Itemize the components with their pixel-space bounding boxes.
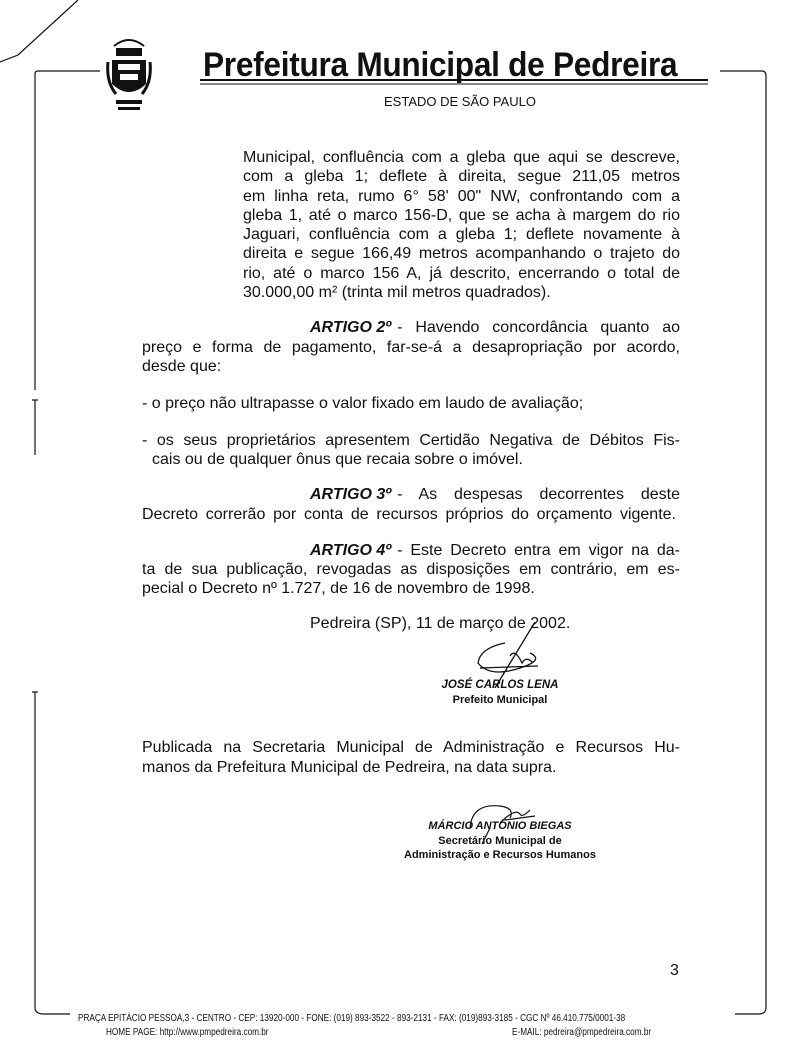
handwritten-signature-1 <box>460 618 550 688</box>
text-line: com a gleba 1; deflete à direita, segue 211,05 metros <box>243 168 680 185</box>
text-line: Municipal, confluência com a gleba que aqui se descreve, <box>243 149 680 166</box>
artigo-label: ARTIGO 4º <box>310 542 392 559</box>
text-line: gleba 1, até o marco 156-D, que se acha à margem do rio <box>243 207 680 224</box>
text-line: - Este Decreto entra em vigor na da- <box>397 542 680 559</box>
text-line: - As despesas decorrentes deste <box>397 486 680 503</box>
signatory-department: Administração e Recursos Humanos <box>404 849 596 861</box>
page-title: Prefeitura Municipal de Pedreira <box>203 46 678 84</box>
footer-homepage[interactable]: HOME PAGE: http://www.pmpedreira.com.br <box>106 1027 269 1038</box>
text-line: Decreto correrão por conta de recursos próprios do orçamento vigente. <box>142 506 676 523</box>
page-number: 3 <box>670 962 679 979</box>
list-item: - o preço não ultrapasse o valor fixado em laudo de avaliação; <box>142 395 584 412</box>
text-line: manos da Prefeitura Municipal de Pedreira, na data supra. <box>142 759 557 776</box>
text-line: Publicada na Secretaria Municipal de Administração e Recursos Hu- <box>142 739 680 756</box>
text-line: direita e segue 166,49 metros acompanhando o trajeto do <box>243 245 680 262</box>
signatory-title: Secretário Municipal de <box>438 835 562 847</box>
signatory-name: MÁRCIO ANTÔNIO BIEGAS <box>428 820 572 832</box>
text-line: - Havendo concordância quanto ao <box>397 319 680 336</box>
list-item: - os seus proprietários apresentem Certidão Negativa de Débitos Fis- <box>142 432 680 449</box>
signatory-name: JOSÉ CARLOS LENA <box>441 679 559 691</box>
text-line: preço e forma de pagamento, far-se-á a desapropriação por acordo, <box>142 339 680 356</box>
text-line: pecial o Decreto nº 1.727, de 16 de novembro de 1998. <box>142 580 535 597</box>
text-line: em linha reta, rumo 6° 58' 00" NW, confrontando com a <box>243 188 680 205</box>
text-line: ta de sua publicação, revogadas as disposições em contrário, em es- <box>142 561 680 578</box>
text-line: 30.000,00 m² (trinta mil metros quadrados). <box>243 284 551 301</box>
artigo-label: ARTIGO 2º <box>310 319 392 336</box>
text-line: Jaguari, confluência com a gleba 1; deflete novamente à <box>243 226 680 243</box>
footer-address: PRAÇA EPITÁCIO PESSOA,3 - CENTRO - CEP: 13920-000 - FONE: (019) 893-3522 - 893-2131 - FAX: (019)893-3185 - CGC Nº 46.410.775/0001-38 <box>78 1013 626 1024</box>
footer-email[interactable]: E-MAIL: pedreira@pmpedreira.com.br <box>512 1027 652 1038</box>
text-line: desde que: <box>142 358 222 375</box>
municipal-coat-of-arms-logo <box>106 32 152 114</box>
list-item: cais ou de qualquer ônus que recaia sobre o imóvel. <box>152 451 523 468</box>
text-line: rio, até o marco 156 A, já descrito, encerrando o total de <box>243 265 680 282</box>
artigo-label: ARTIGO 3º <box>310 486 392 503</box>
state-subtitle: ESTADO DE SÃO PAULO <box>384 94 536 109</box>
date-line: Pedreira (SP), 11 de março de 2002. <box>310 615 571 632</box>
signatory-title: Prefeito Municipal <box>452 694 548 706</box>
